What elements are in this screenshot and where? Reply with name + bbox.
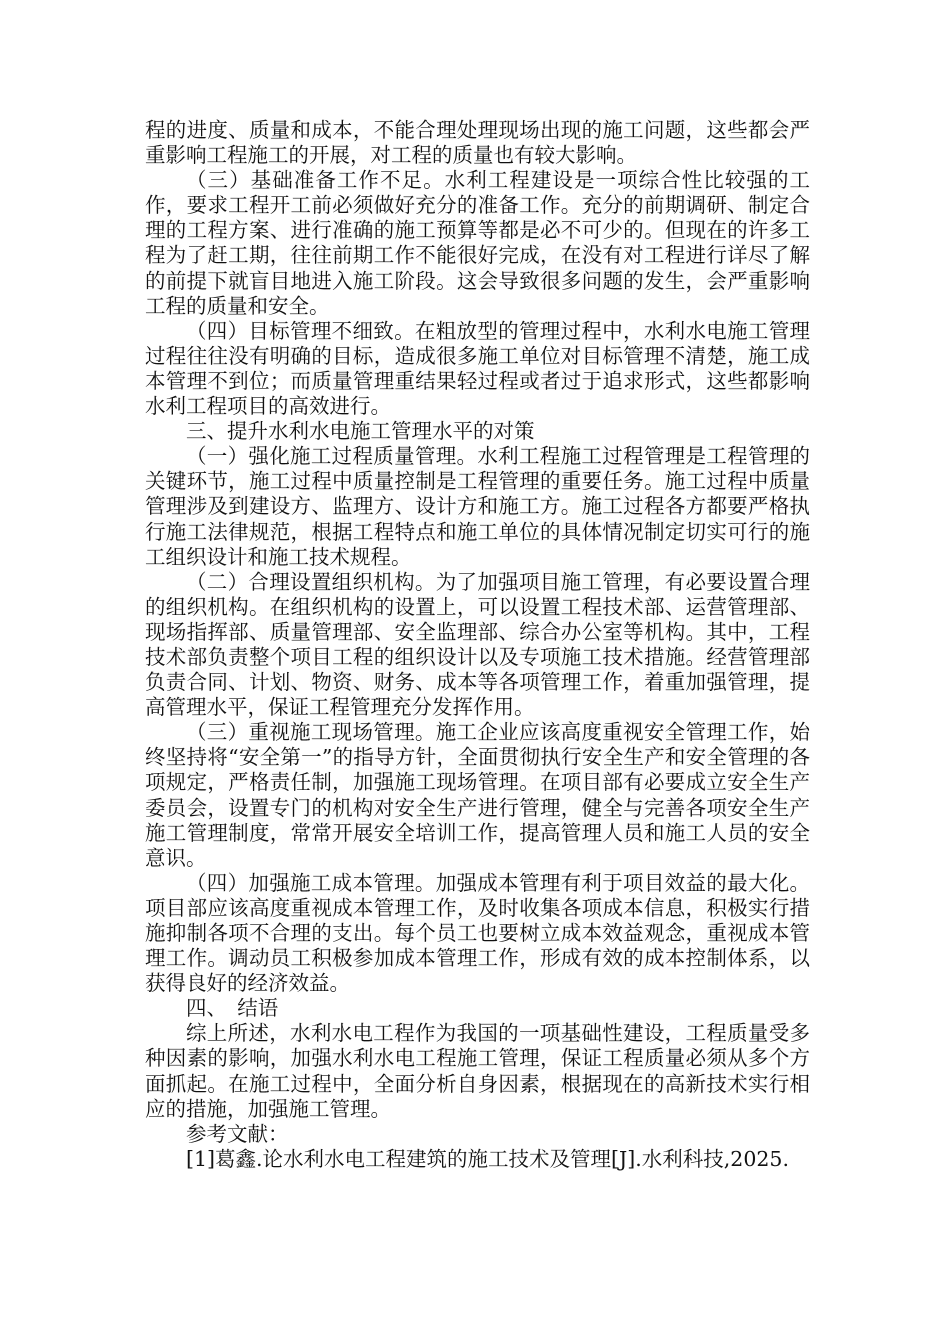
paragraph-conclusion: 综上所述，水利水电工程作为我国的一项基础性建设，工程质量受多种因素的影响，加强水利水电工程施工管理，保证工程质量必须从多个方面抓起。在施工过程中，全面分析自身因素，根据现在的高新技术实行相应的措施，加强施工管理。: [145, 1021, 810, 1121]
paragraph-cost-management: （四）加强施工成本管理。加强成本管理有利于项目效益的最大化。项目部应该高度重视成本管理工作，及时收集各项成本信息，积极实行措施抑制各项不合理的支出。每个员工也要树立成本效益观念，重视成本管理工作。调动员工积极参加成本管理工作，形成有效的成本控制体系，以获得良好的经济效益。: [145, 870, 810, 996]
paragraph-quality-management: （一）强化施工过程质量管理。水利工程施工过程管理是工程管理的关键环节，施工过程中质量控制是工程管理的重要任务。施工过程中质量管理涉及到建设方、监理方、设计方和施工方。施工过程各方都要严格执行施工法律规范，根据工程特点和施工单位的具体情况制定切实可行的施工组织设计和施工技术规程。: [145, 444, 810, 569]
document-body: [145, 118, 810, 1172]
reference-item: [1]葛鑫.论水利水电工程建筑的施工技术及管理[J].水利科技,2025.: [186, 1146, 789, 1171]
section-heading-4: 四、 结语: [186, 996, 279, 1021]
references-heading: 参考文献：: [186, 1121, 289, 1146]
section-heading-3: 三、提升水利水电施工管理水平的对策: [186, 419, 535, 444]
paragraph-organization: （二）合理设置组织机构。为了加强项目施工管理，有必要设置合理的组织机构。在组织机构的设置上，可以设置工程技术部、运营管理部、现场指挥部、质量管理部、安全监理部、综合办公室等机构。其中，工程技术部负责整个项目工程的组织设计以及专项施工技术措施。经营管理部负责合同、计划、物资、财务、成本等各项管理工作，着重加强管理，提高管理水平，保证工程管理充分发挥作用。: [145, 569, 810, 720]
paragraph-continuation: 程的进度、质量和成本，不能合理处理现场出现的施工问题，这些都会严重影响工程施工的开展，对工程的质量也有较大影响。: [145, 118, 810, 168]
paragraph-target-management: （四）目标管理不细致。在粗放型的管理过程中，水利水电施工管理过程往往没有明确的目标，造成很多施工单位对目标管理不清楚，施工成本管理不到位；而质量管理重结果轻过程或者过于追求形式，这些都影响水利工程项目的高效进行。: [145, 318, 810, 419]
paragraph-foundation-prep: （三）基础准备工作不足。水利工程建设是一项综合性比较强的工作，要求工程开工前必须做好充分的准备工作。充分的前期调研、制定合理的工程方案、进行准确的施工预算等都是必不可少的。但现在的许多工程为了赶工期，往往前期工作不能很好完成，在没有对工程进行详尽了解的前提下就盲目地进入施工阶段。这会导致很多问题的发生，会严重影响工程的质量和安全。: [145, 168, 810, 318]
paragraph-site-management: （三）重视施工现场管理。施工企业应该高度重视安全管理工作，始终坚持将“安全第一”的指导方针，全面贯彻执行安全生产和安全管理的各项规定，严格责任制，加强施工现场管理。在项目部有必要成立安全生产委员会，设置专门的机构对安全生产进行管理，健全与完善各项安全生产施工管理制度，常常开展安全培训工作，提高管理人员和施工人员的安全意识。: [145, 720, 810, 870]
